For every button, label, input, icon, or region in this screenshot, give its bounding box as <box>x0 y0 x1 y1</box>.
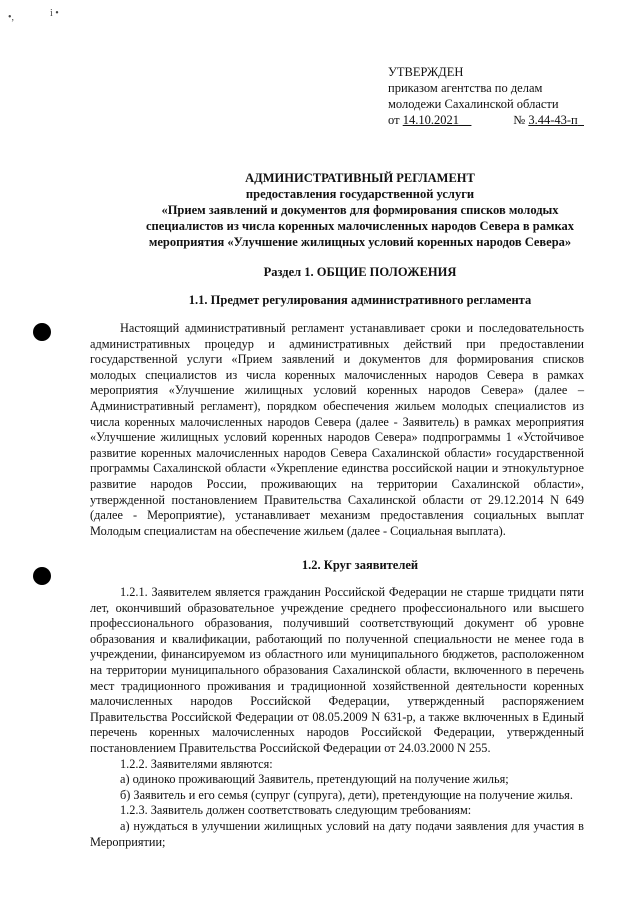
subsection-1-2-title: 1.2. Круг заявителей <box>301 558 419 572</box>
clause-1-2-1: 1.2.1. Заявителем является гражданин Российской Федерации не старше тридцати пяти лет, окончивший образовательное учреждение среднего профессионального или высшего профессионального образования, получивший соответствующий документ об уровне образования и квалификации, работающий по полученной специальности не менее года в учреждении, финансируемом из областного или муниципального бюджетов, расположенном на территории муниципального образования Сахалинской области, включенного в перечень мест традиционного проживания и традиционной хозяйственной деятельности коренных малочисленных народов Российской Федерации, утвержденный распоряжением Правительства Российской Федерации от 08.05.2009 N 631-р, а также включенных в Единый перечень коренных малочисленных народов Российской Федерации, утвержденный постановлением Правительства Российской Федерации от 24.03.2000 N 255. <box>90 585 584 755</box>
document-subtitle-2: «Прием заявлений и документов для формирования списков молодых <box>161 203 559 217</box>
section-title: Раздел 1. ОБЩИЕ ПОЛОЖЕНИЯ <box>263 265 457 279</box>
document-subtitle-1: предоставления государственной услуги <box>245 187 475 201</box>
approval-title: УТВЕРЖДЕН <box>388 65 464 79</box>
clause-1-2-3: 1.2.3. Заявитель должен соответствовать следующим требованиям: <box>120 803 472 818</box>
document-title: АДМИНИСТРАТИВНЫЙ РЕГЛАМЕНТ <box>245 171 475 185</box>
approval-from-label: от <box>388 113 400 127</box>
approval-date-row <box>388 112 584 128</box>
punch-hole-bottom <box>33 567 51 585</box>
approval-block <box>388 64 584 128</box>
approval-date: 14.10.2021 <box>402 113 459 127</box>
clause-1-2-2-a: а) одиноко проживающий Заявитель, претендующий на получение жилья; <box>120 772 509 787</box>
clause-1-2-2-b: б) Заявитель и его семья (супруг (супруга), дети), претендующие на получение жилья. <box>120 787 573 802</box>
subsection-1-2-body <box>90 585 584 850</box>
clause-1-2-3-a: а) нуждаться в улучшении жилищных условий на дату подачи заявления для участия в Мероприятии; <box>90 818 584 849</box>
paragraph-1-1-text: Настоящий административный регламент устанавливает сроки и последовательность административных процедур и административных действий при предоставлении государственной услуги «Прием заявлений и документов для формирования списков молодых специалистов из числа коренных малочисленных народов Севера в рамках мероприятия «Улучшение жилищных условий коренных народов Севера» (далее – Административный регламент), порядком обеспечения жильем молодых специалистов из числа коренных малочисленных народов Севера (далее - Заявитель) в рамках мероприятия «Улучшение жилищных условий коренных народов Севера» подпрограммы 1 «Устойчивое развитие коренных малочисленных народов Севера Сахалинской области» государственной программы Сахалинской области «Укрепление единства российской нации и этнокультурное развитие народов России, проживающих на территории Сахалинской области», утвержденной постановлением Правительства Сахалинской области от 29.12.2014 N 649 (далее - Мероприятие), устанавливает механизм предоставления социальных выплат Молодым специалистам на обеспечение жильем (далее - Социальная выплата). <box>90 321 584 538</box>
scan-mark-top: i • <box>50 8 59 19</box>
paragraph-1-1 <box>90 321 584 539</box>
subsection-1-1-title: 1.1. Предмет регулирования административного регламента <box>188 293 532 307</box>
clause-1-2-2: 1.2.2. Заявителями являются: <box>120 756 273 771</box>
approval-number: 3.44-43-п <box>528 113 578 127</box>
approval-number-sign: № <box>513 113 526 127</box>
document-subtitle-3: специалистов из числа коренных малочисленных народов Севера в рамках <box>146 219 574 233</box>
punch-hole-top <box>33 323 51 341</box>
scan-mark-left: •, <box>8 12 15 23</box>
approval-line1: приказом агентства по делам <box>388 81 543 95</box>
document-subtitle-4: мероприятия «Улучшение жилищных условий коренных народов Севера» <box>148 235 572 249</box>
approval-line2: молодежи Сахалинской области <box>388 97 559 111</box>
